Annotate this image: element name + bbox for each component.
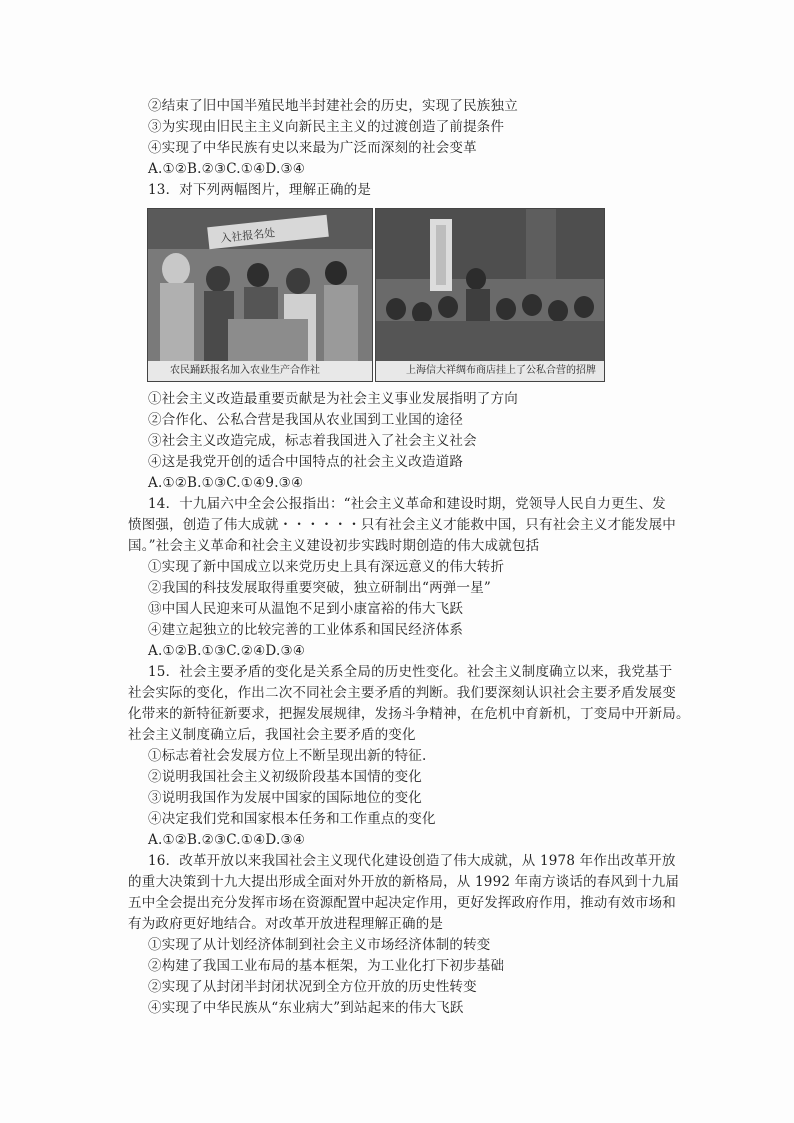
q13-option-4: ④这是我党开创的适合中国特点的社会主义改造道路 — [148, 454, 464, 470]
q13-photos — [147, 208, 603, 380]
q14-option-1: ①实现了新中国成立以来党历史上具有深远意义的伟大转折 — [148, 559, 505, 575]
photo-farmers-image — [148, 209, 372, 361]
q13-stem: 13．对下列两幅图片，理解正确的是 — [148, 182, 372, 198]
q15-stem-line-1: 15．社会主要矛盾的变化是关系全局的历史性变化。社会主义制度确立以来，我党基于 — [148, 664, 673, 680]
q12-option-2: ②结束了旧中国半殖民地半封建社会的历史，实现了民族独立 — [148, 98, 518, 114]
q14-stem-line-1: 14．十九届六中全会公报指出：“社会主义革命和建设时期，党领导人民自力更生、发 — [148, 496, 666, 512]
q14-option-3: ⑬中国人民迎来可从温饱不足到小康富裕的伟大飞跃 — [148, 601, 464, 617]
photo-shop-joint-venture — [375, 208, 605, 382]
q15-option-1: ①标志着社会发展方位上不断呈现出新的特征. — [148, 748, 427, 764]
q15-option-4: ④决定我们党和国家根本任务和工作重点的变化 — [148, 811, 436, 827]
q16-option-1: ①实现了从计划经济体制到社会主义市场经济体制的转变 — [148, 937, 491, 953]
q15-answer-choices: A.①②B.②③C.①④D.③④ — [148, 832, 306, 848]
photo-left-sign: 入社报名处 — [219, 226, 276, 245]
q13-option-2: ②合作化、公私合营是我国从农业国到工业国的途径 — [148, 412, 464, 428]
q16-stem-line-2: 的重大决策到十九大提出形成全面对外开放的新格局，从 1992 年南方谈话的春风到十九届 — [128, 874, 680, 890]
q12-option-4: ④实现了中华民族有史以来最为广泛而深刻的社会变革 — [148, 140, 477, 156]
q15-option-3: ③说明我国作为发展中国家的国际地位的变化 — [148, 790, 422, 806]
q12-answer-choices: A.①②B.②③C.①④D.③④ — [148, 161, 306, 177]
q16-stem-line-3: 五中全会提出充分发挥市场在资源配置中起决定作用，更好发挥政府作用，推动有效市场和 — [128, 895, 676, 911]
q16-stem-line-4: 有为政府更好地结合。对改革开放进程理解正确的是 — [128, 916, 444, 932]
q16-option-4: ④实现了中华民族从“东业病大”到站起来的伟大飞跃 — [148, 1000, 464, 1016]
q15-option-2: ②说明我国社会主义初级阶段基本国情的变化 — [148, 769, 422, 785]
q14-stem-line-2: 愤图强，创造了伟大成就・・・・・・只有社会主义才能救中国，只有社会主义才能发展中 — [128, 517, 676, 533]
q13-option-1: ①社会主义改造最重要贡献是为社会主义事业发展指明了方向 — [148, 391, 518, 407]
photo-left-caption: 农民踊跃报名加入农业生产合作社 — [148, 361, 372, 381]
photo-farmers-cooperative — [147, 208, 373, 382]
q12-option-3: ③为实现由旧民主主义向新民主主义的过渡创造了前提条件 — [148, 119, 505, 135]
q15-stem-line-4: 社会主义制度确立后，我国社会主要矛盾的变化 — [128, 727, 416, 743]
q16-option-2: ②构建了我国工业布局的基本框架，为工业化打下初步基础 — [148, 958, 505, 974]
q14-answer-choices: A.①②B.①③C.②④D.③④ — [148, 643, 306, 659]
q14-option-4: ④建立起独立的比较完善的工业体系和国民经济体系 — [148, 622, 464, 638]
q14-stem-line-3: 国。”社会主义革命和社会主义建设初步实践时期创造的伟大成就包括 — [128, 538, 540, 554]
photo-shop-image — [376, 209, 604, 361]
photo-right-caption: 上海信大祥绸布商店挂上了公私合营的招牌 — [376, 361, 604, 381]
q14-option-2: ②我国的科技发展取得重要突破，独立研制出“两弹一星” — [148, 580, 492, 596]
q16-stem-line-1: 16．改革开放以来我国社会主义现代化建设创造了伟大成就，从 1978 年作出改革开放 — [148, 853, 676, 869]
q13-option-3: ③社会主义改造完成，标志着我国进入了社会主义社会 — [148, 433, 477, 449]
q15-stem-line-2: 社会实际的变化，作出二次不同社会主要矛盾的判断。我们要深刻认识社会主要矛盾发展变 — [128, 685, 676, 701]
q15-stem-line-3: 化带来的新特征新要求，把握发展规律，发扬斗争精神，在危机中育新机，丁变局中开新局。 — [128, 706, 690, 722]
q13-answer-choices: A.①②B.①③C.①④9.③④ — [148, 475, 304, 491]
q16-option-3: ②实现了从封闭半封闭状况到全方位开放的历史性转变 — [148, 979, 477, 995]
